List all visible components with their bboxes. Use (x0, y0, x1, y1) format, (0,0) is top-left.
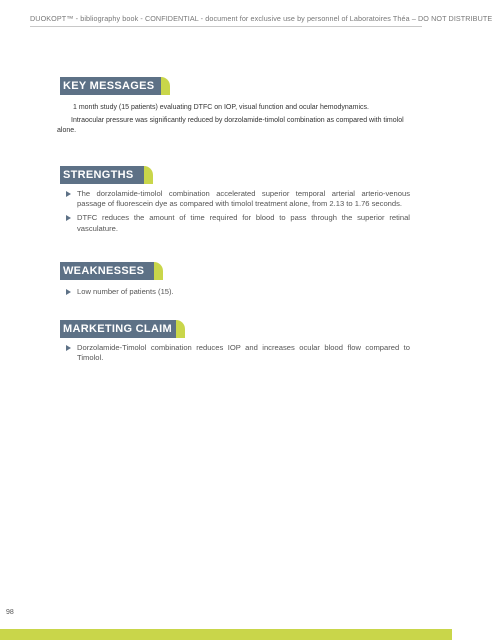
footer-bar (0, 629, 452, 640)
key-message-item (57, 116, 409, 136)
bullet-triangle-icon (66, 191, 71, 197)
list-item (66, 343, 410, 363)
header-divider (30, 26, 422, 27)
strength-text: DTFC reduces the amount of time required for blood to pass through the superior retinal vasculature. (77, 213, 410, 233)
weaknesses-list (66, 287, 410, 301)
list-item (66, 189, 410, 209)
section-title-strengths: STRENGTHS (60, 166, 144, 184)
section-title-key-messages: KEY MESSAGES (60, 77, 161, 95)
bullet-triangle-icon (66, 289, 71, 295)
marketing-claim-list (66, 343, 410, 367)
list-item (66, 213, 410, 233)
weakness-text: Low number of patients (15). (77, 287, 174, 296)
page-number: 98 (6, 609, 14, 616)
strength-text: The dorzolamide-timolol combination accelerated superior temporal arterial arterio-venous passage of fluorescein dye as compared with timolol treatment alone, from 2.13 to 1.76 seconds. (77, 189, 410, 209)
key-message-text: 1 month study (15 patients) evaluating DTFC on IOP, visual function and ocular hemodynamics. (73, 104, 369, 111)
bullet-triangle-icon (66, 215, 71, 221)
list-item (66, 287, 410, 297)
key-message-item (59, 103, 409, 113)
section-title-marketing-claim: MARKETING CLAIM (60, 320, 176, 338)
section-title-weaknesses: WEAKNESSES (60, 262, 154, 280)
document-header: DUOKOPT™ - bibliography book - CONFIDENTIAL - document for exclusive use by personnel of Laboratoires Théa – DO NOT DISTRIBUTE (30, 14, 492, 23)
key-messages-list (59, 103, 409, 139)
key-message-text: Intraocular pressure was significantly reduced by dorzolamide-timolol combination as compared with timolol alone. (57, 117, 404, 134)
strengths-list (66, 189, 410, 238)
marketing-claim-text: Dorzolamide-Timolol combination reduces IOP and increases ocular blood flow compared to Timolol. (77, 343, 410, 363)
bullet-triangle-icon (66, 345, 71, 351)
